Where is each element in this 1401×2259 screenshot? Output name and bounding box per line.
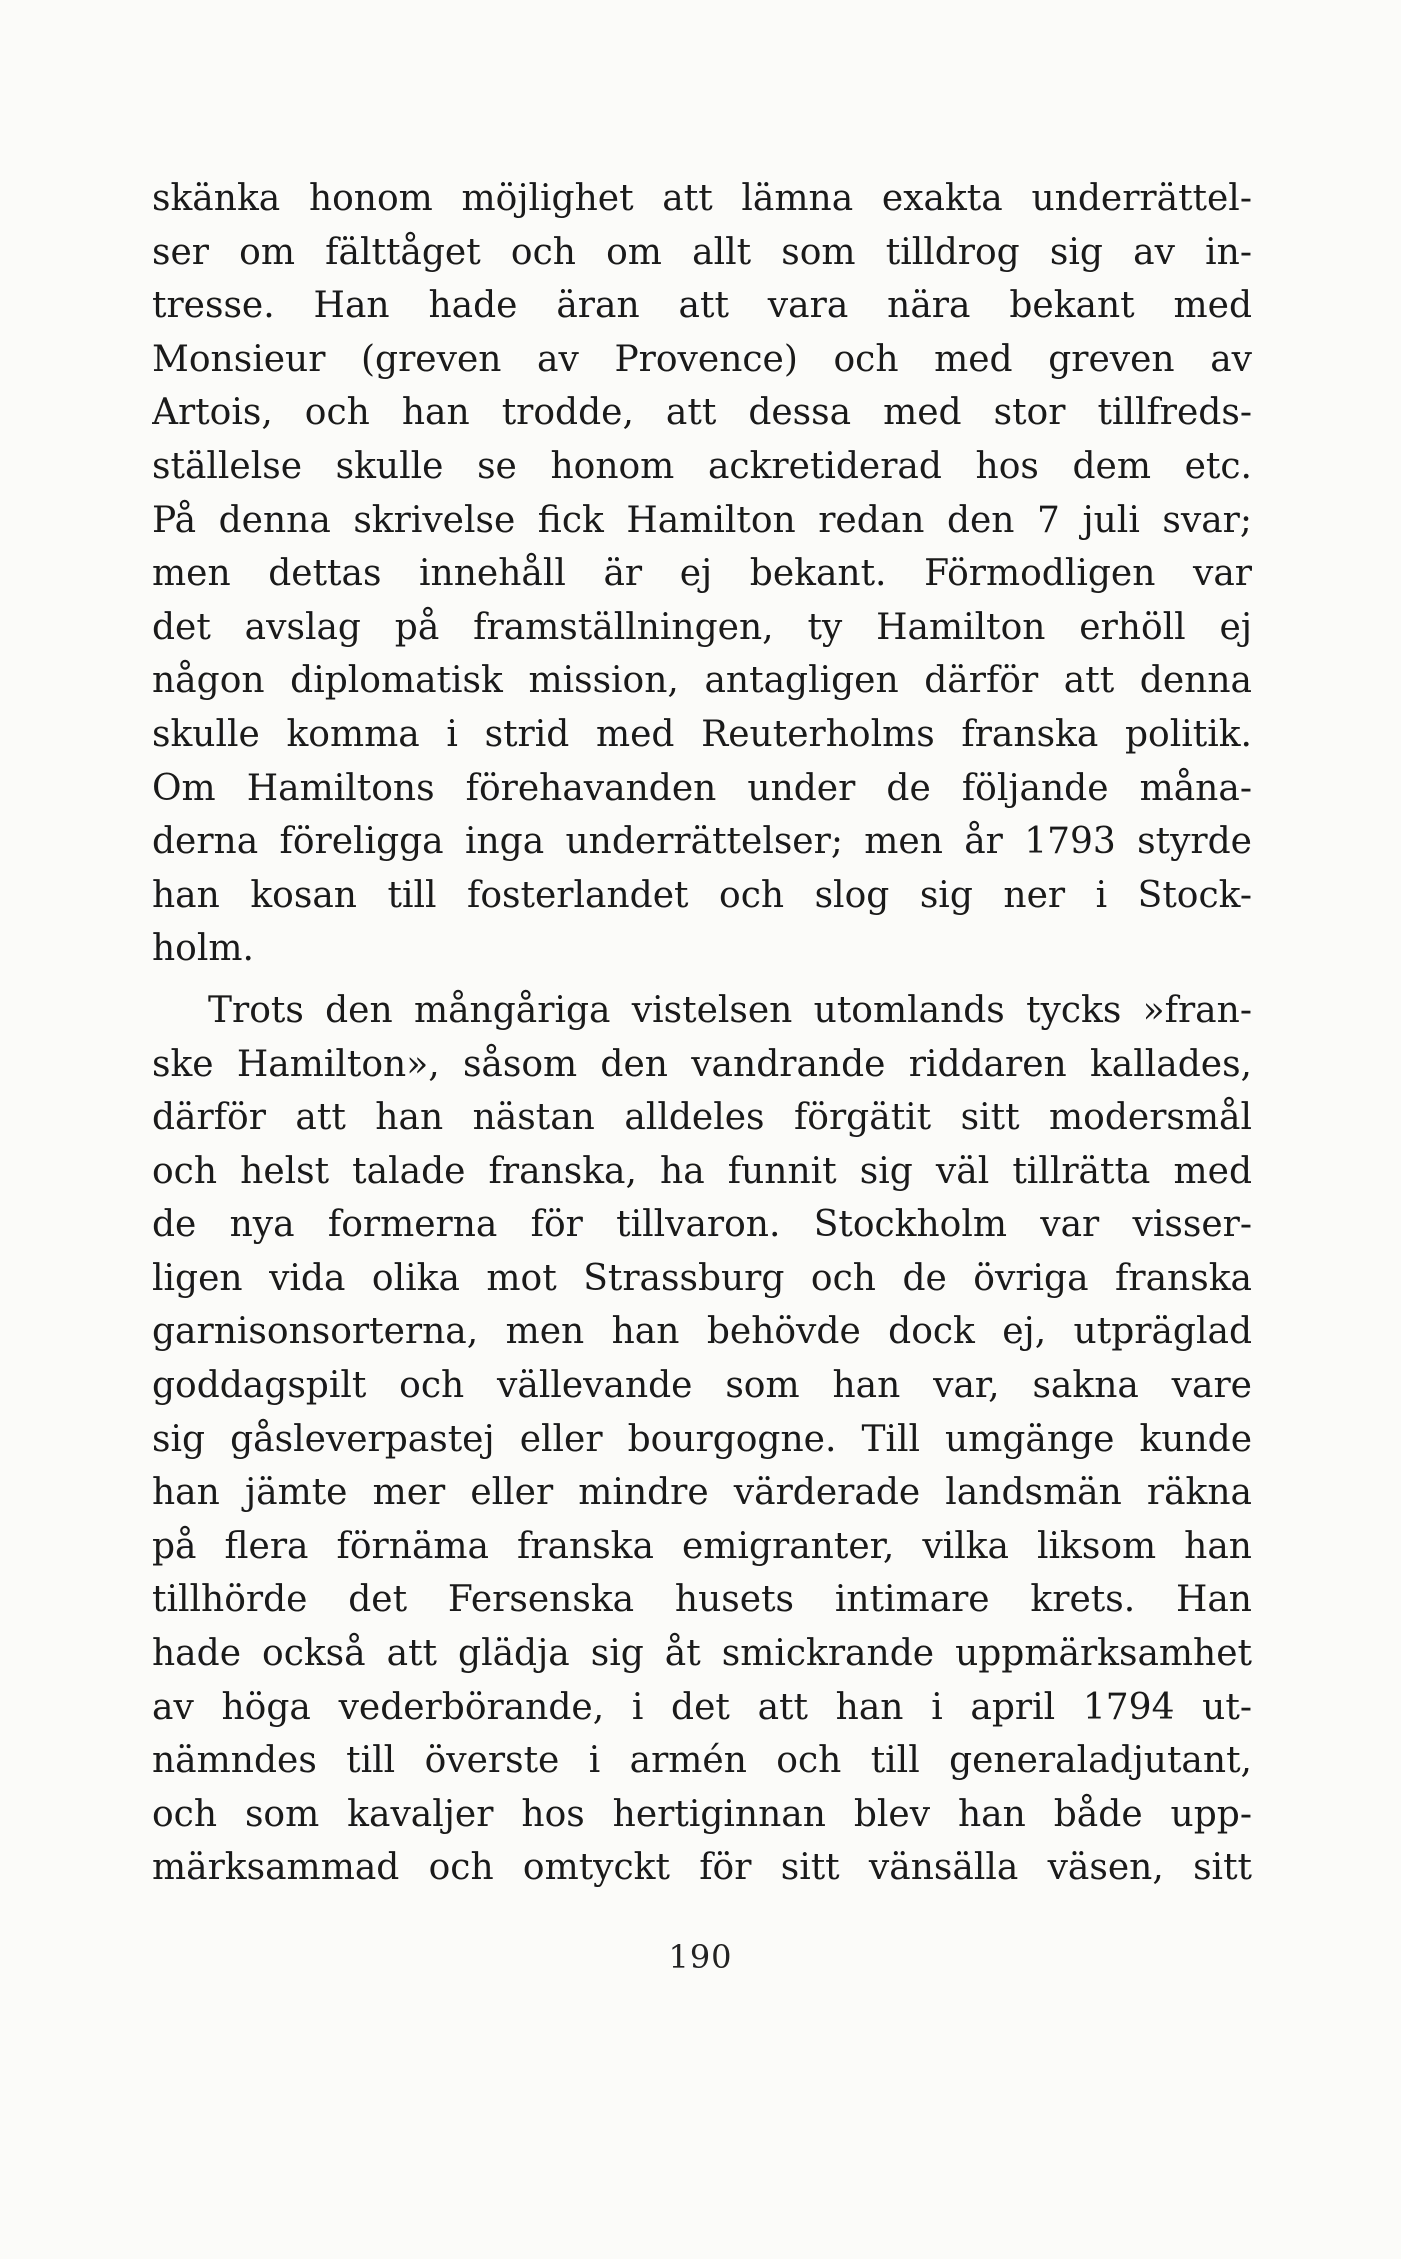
text-line: tillhörde det Fersenska husets intimare krets. Han xyxy=(152,1579,1252,1621)
text-line: ske Hamilton», såsom den vandrande riddaren kallades, xyxy=(152,1043,1252,1085)
text-line: därför att han nästan alldeles förgätit sitt modersmål xyxy=(152,1097,1252,1139)
text-line: ser om fälttåget och om allt som tilldrog sig av in- xyxy=(152,231,1252,273)
text-line: ställelse skulle se honom ackretiderad hos dem etc. xyxy=(152,445,1252,487)
text-line: På denna skrivelse fick Hamilton redan den 7 juli svar; xyxy=(152,499,1252,541)
text-line: de nya formerna för tillvaron. Stockholm var visser- xyxy=(152,1204,1252,1246)
text-line: skänka honom möjlighet att lämna exakta underrättel- xyxy=(152,178,1252,219)
text-line: Artois, och han trodde, att dessa med stor tillfreds- xyxy=(152,392,1252,434)
text-line: garnisonsorterna, men han behövde dock ej, utpräglad xyxy=(152,1311,1252,1353)
text-line: tresse. Han hade äran att vara nära bekant med xyxy=(152,285,1252,327)
paragraph xyxy=(152,984,1252,1895)
text-line: det avslag på framställningen, ty Hamilton erhöll ej xyxy=(152,606,1252,648)
text-line: på flera förnäma franska emigranter, vilka liksom han xyxy=(152,1525,1252,1567)
text-line: holm. xyxy=(152,928,254,970)
text-line: och helst talade franska, ha funnit sig väl tillrätta med xyxy=(152,1150,1252,1192)
text-line: Trots den mångåriga vistelsen utomlands tycks »fran- xyxy=(208,989,1252,1031)
text-line: och som kavaljer hos hertiginnan blev han både upp- xyxy=(152,1793,1252,1835)
text-line: sig gåsleverpastej eller bourgogne. Till umgänge kunde xyxy=(152,1418,1252,1460)
text-line: han kosan till fosterlandet och slog sig ner i Stock- xyxy=(152,874,1252,916)
text-line: märksammad och omtyckt för sitt vänsälla väsen, sitt xyxy=(152,1847,1252,1889)
body-text xyxy=(152,172,1252,1895)
text-line: Monsieur (greven av Provence) och med greven av xyxy=(152,338,1252,380)
text-line: av höga vederbörande, i det att han i april 1794 ut- xyxy=(152,1686,1252,1728)
paragraph-gap xyxy=(152,976,1252,984)
text-line: någon diplomatisk mission, antagligen därför att denna xyxy=(152,660,1252,702)
text-line: derna föreligga inga underrättelser; men år 1793 styrde xyxy=(152,821,1252,863)
text-line: ligen vida olika mot Strassburg och de övriga franska xyxy=(152,1257,1252,1299)
text-line: Om Hamiltons förehavanden under de följande måna- xyxy=(152,767,1252,809)
text-line: nämndes till överste i armén och till generaladjutant, xyxy=(152,1740,1252,1782)
text-line: hade också att glädja sig åt smickrande uppmärksamhet xyxy=(152,1633,1252,1675)
text-line: skulle komma i strid med Reuterholms franska politik. xyxy=(152,713,1252,755)
text-line: goddagspilt och vällevande som han var, sakna vare xyxy=(152,1365,1252,1407)
page-number: 190 xyxy=(668,1938,733,1976)
text-line: men dettas innehåll är ej bekant. Förmodligen var xyxy=(152,553,1252,595)
paragraph xyxy=(152,172,1252,976)
text-line: han jämte mer eller mindre värderade landsmän räkna xyxy=(152,1472,1252,1514)
